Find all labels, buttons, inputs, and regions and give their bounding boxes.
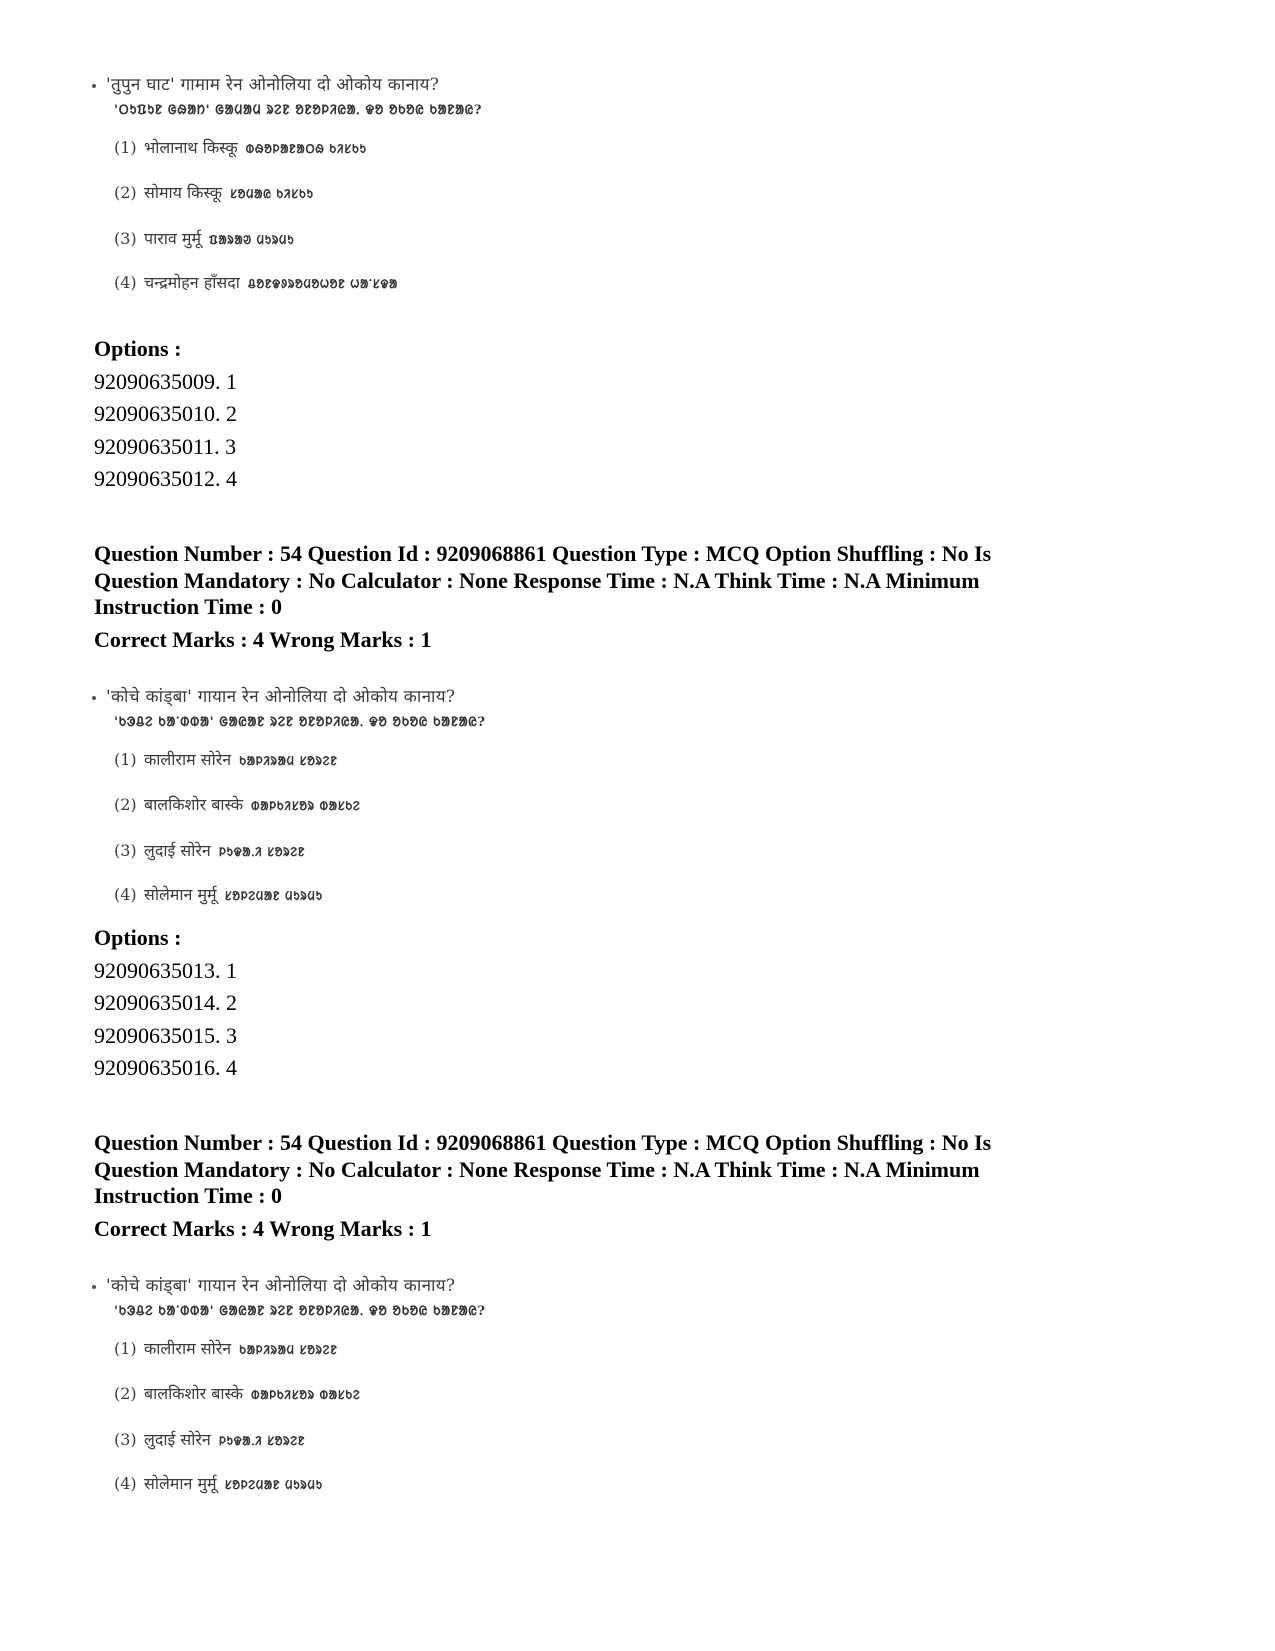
question-meta: Question Number : 54 Question Id : 9209068861 Question Type : MCQ Option Shuffling : No Is Question Mandatory : No Calculator : None Response Time : N.A Think Time : N.A Minimum Instruction Time : 0 [94,1130,992,1208]
option-id-line: 92090635009. 1 [94,369,237,394]
question-text-hindi: 'कोचे कांड्बा' गायान रेन ओनोलिया दो ओकोय कानाय? [106,1276,456,1296]
option-id-line: 92090635012. 4 [94,466,237,491]
options-heading: Options : [94,336,182,361]
options-heading: Options : [94,925,182,950]
option-item: (2) बालकिशोर बास्के ᱵᱟᱞᱠᱤᱥᱚᱨ ᱵᱟᱥᱠᱮ [114,795,361,814]
option-item: (3) लुदाई सोरेन ᱞᱩᱫᱟᱹᱤ ᱥᱚᱨᱮᱱ [114,841,306,860]
option-id-line: 92090635016. 4 [94,1055,237,1080]
option-item: (4) सोलेमान मुर्मू ᱥᱚᱞᱮᱢᱟᱱ ᱢᱩᱨᱢᱩ [114,1474,323,1493]
bullet-mark [92,696,96,700]
option-item: (4) चन्द्रमोहन हाँसदा ᱪᱚᱱᱫᱽᱨᱚᱢᱚᱦᱚᱱ ᱦᱟᱸᱥᱫᱟ [114,273,398,292]
option-item: (4) सोलेमान मुर्मू ᱥᱚᱞᱮᱢᱟᱱ ᱢᱩᱨᱢᱩ [114,885,323,904]
option-id-line: 92090635015. 3 [94,1023,237,1048]
option-id-line: 92090635014. 2 [94,990,237,1015]
bullet-mark [92,1285,96,1289]
option-item: (3) लुदाई सोरेन ᱞᱩᱫᱟᱹᱤ ᱥᱚᱨᱮᱱ [114,1430,306,1449]
marks-line: Correct Marks : 4 Wrong Marks : 1 [94,627,432,652]
question-meta: Question Number : 54 Question Id : 9209068861 Question Type : MCQ Option Shuffling : No Is Question Mandatory : No Calculator : None Response Time : N.A Think Time : N.A Minimum Instruction Time : 0 [94,541,992,619]
option-item: (1) कालीराम सोरेन ᱠᱟᱞᱤᱨᱟᱢ ᱥᱚᱨᱮᱱ [114,1339,338,1358]
option-id-line: 92090635011. 3 [94,434,237,459]
question-text-olchiki: 'ᱠᱳᱪᱮ ᱠᱟᱸᱰᱵᱟ' ᱜᱟᱭᱟᱱ ᱨᱮᱱ ᱚᱱᱚᱞᱤᱭᱟᱹ ᱫᱚ ᱚᱠᱚᱭ ᱠᱟᱱᱟᱭ? [114,1304,486,1319]
bullet-mark [92,84,96,88]
option-item: (2) सोमाय किस्कू ᱥᱚᱢᱟᱭ ᱠᱤᱥᱠᱩ [114,183,314,202]
option-item: (1) कालीराम सोरेन ᱠᱟᱞᱤᱨᱟᱢ ᱥᱚᱨᱮᱱ [114,750,338,769]
option-item: (1) भोलानाथ किस्कू ᱵᱷᱚᱞᱟᱱᱟᱛᱷ ᱠᱤᱥᱠᱩ [114,138,367,157]
option-id-line: 92090635013. 1 [94,958,237,983]
question-text-hindi: 'तुपुन घाट' गामाम रेन ओनोलिया दो ओकोय कानाय? [106,75,440,95]
question-text-olchiki: 'ᱠᱳᱪᱮ ᱠᱟᱸᱰᱵᱟ' ᱜᱟᱭᱟᱱ ᱨᱮᱱ ᱚᱱᱚᱞᱤᱭᱟᱹ ᱫᱚ ᱚᱠᱚᱭ ᱠᱟᱱᱟᱭ? [114,715,486,730]
option-item: (2) बालकिशोर बास्के ᱵᱟᱞᱠᱤᱥᱚᱨ ᱵᱟᱥᱠᱮ [114,1384,361,1403]
option-item: (3) पाराव मुर्मू ᱯᱟᱨᱟᱣ ᱢᱩᱨᱢᱩ [114,229,295,248]
question-text-olchiki: 'ᱛᱩᱯᱩᱱ ᱜᱷᱟᱴ' ᱜᱟᱢᱟᱢ ᱨᱮᱱ ᱚᱱᱚᱞᱤᱭᱟᱹ ᱫᱚ ᱚᱠᱚᱭ ᱠᱟᱱᱟᱭ? [114,103,483,118]
option-id-line: 92090635010. 2 [94,401,237,426]
question-text-hindi: 'कोचे कांड्बा' गायान रेन ओनोलिया दो ओकोय कानाय? [106,687,456,707]
marks-line: Correct Marks : 4 Wrong Marks : 1 [94,1216,432,1241]
